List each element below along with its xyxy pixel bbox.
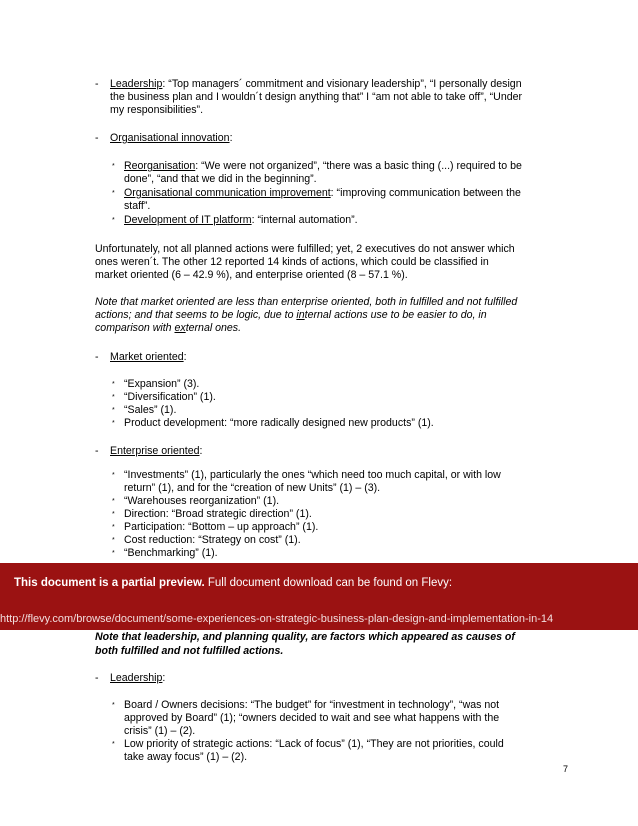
- star-bullet-icon: *: [112, 217, 115, 224]
- preview-banner: [0, 563, 638, 630]
- leadership-quote: : “Top managers´ commitment and visionary leadership”, “I personally design: [162, 78, 522, 90]
- leadership-heading: Leadership: [110, 78, 163, 90]
- note-line-2: [95, 309, 487, 322]
- dash-bullet: -: [95, 78, 99, 90]
- org-innovation-heading: [110, 132, 233, 145]
- enterprise-item-direction: Direction: “Broad strategic direction” (1).: [124, 508, 312, 520]
- market-item-sales: “Sales” (1).: [124, 404, 177, 416]
- preview-notice-text: Full document download can be found on Flevy:: [207, 577, 453, 589]
- note-text: ternal ones.: [185, 322, 242, 334]
- enterprise-item-participation: Participation: “Bottom – up approach” (1).: [124, 521, 319, 533]
- note-text: comparison with: [95, 322, 175, 334]
- star-bullet-icon: *: [112, 163, 115, 170]
- dash-bullet: -: [95, 672, 99, 684]
- enterprise-item-benchmarking: “Benchmarking” (1).: [124, 547, 218, 559]
- leadership-line-2: the business plan and I wouldn´t design anything that” I “am not able to take off”, “Under: [110, 91, 523, 103]
- paragraph-line-1: Unfortunately, not all planned actions were fulfilled; yet, 2 executives do not answer which: [95, 243, 515, 255]
- org-communication-label: Organisational communication improvement: [124, 187, 331, 199]
- star-bullet-icon: *: [112, 537, 115, 544]
- note-emphasis: ex: [174, 322, 186, 334]
- star-bullet-icon: *: [112, 394, 115, 401]
- star-bullet-icon: *: [112, 420, 115, 427]
- low-priority-line-2: take away focus” (1) – (2).: [124, 751, 248, 763]
- market-oriented-label: Market oriented: [110, 351, 184, 363]
- paragraph-line-3: market oriented (6 – 42.9 %), and enterprise oriented (8 – 57.1 %).: [95, 269, 408, 281]
- colon: :: [162, 672, 166, 684]
- enterprise-oriented-label: Enterprise oriented: [110, 445, 200, 457]
- bold-note-line-2: both fulfilled and not fulfilled actions.: [95, 645, 284, 657]
- preview-notice: [14, 577, 452, 589]
- enterprise-item-cost-reduction: Cost reduction: “Strategy on cost” (1).: [124, 534, 301, 546]
- star-bullet-icon: *: [112, 702, 115, 709]
- star-bullet-icon: *: [112, 550, 115, 557]
- colon: :: [199, 445, 203, 457]
- star-bullet-icon: *: [112, 741, 115, 748]
- org-communication-quote: : “improving communication between the: [330, 187, 521, 199]
- enterprise-item-investments: “Investments” (1), particularly the ones “which need too much capital, or with low: [124, 469, 501, 481]
- note-text: ternal actions use to be easier to do, in: [304, 309, 487, 321]
- colon: :: [183, 351, 187, 363]
- board-decisions-line-3: crisis” (1) – (2).: [124, 725, 196, 737]
- market-item-product-development: Product development: “more radically designed new products” (1).: [124, 417, 434, 429]
- org-communication-line-1: [124, 187, 521, 200]
- market-oriented-heading: [110, 351, 187, 364]
- org-communication-line-2: staff”.: [124, 200, 151, 212]
- star-bullet-icon: *: [112, 511, 115, 518]
- market-item-diversification: “Diversification” (1).: [124, 391, 216, 403]
- leadership-line-1: [110, 78, 522, 91]
- star-bullet-icon: *: [112, 190, 115, 197]
- market-item-expansion: “Expansion” (3).: [124, 378, 200, 390]
- board-decisions-line-1: Board / Owners decisions: “The budget” for “investment in technology”, “was not: [124, 699, 500, 711]
- it-platform-line: [124, 214, 358, 227]
- preview-notice-bold: This document is a partial preview.: [14, 577, 205, 589]
- leadership2-label: Leadership: [110, 672, 163, 684]
- note-line-3: [95, 322, 241, 335]
- colon: :: [229, 132, 233, 144]
- reorganisation-line-1: [124, 160, 522, 173]
- page-number: 7: [563, 764, 569, 774]
- enterprise-item-warehouses: “Warehouses reorganization” (1).: [124, 495, 280, 507]
- it-platform-quote: : “internal automation”.: [251, 214, 358, 226]
- enterprise-item-investments-cont: return” (1), and for the “creation of new Units” (1) – (3).: [124, 482, 381, 494]
- download-link[interactable]: http://flevy.com/browse/document/some-experiences-on-strategic-business-plan-design-and-implementation-in-14: [0, 613, 554, 625]
- paragraph-line-2: ones weren´t. The other 12 reported 14 kinds of actions, which could be classified in: [95, 256, 489, 268]
- org-innovation-label: Organisational innovation: [110, 132, 230, 144]
- star-bullet-icon: *: [112, 381, 115, 388]
- reorganisation-quote: : “We were not organized”, “there was a basic thing (...) required to be: [195, 160, 522, 172]
- note-emphasis: in: [296, 309, 305, 321]
- bold-note-line-1: Note that leadership, and planning quality, are factors which appeared as causes of: [95, 631, 515, 643]
- reorganisation-line-2: done”, “and that we did in the beginning”.: [124, 173, 317, 185]
- leadership-line-3: my responsibilities”.: [110, 104, 204, 116]
- star-bullet-icon: *: [112, 407, 115, 414]
- leadership2-heading: [110, 672, 165, 685]
- note-text: actions; and that seems to be logic, due to: [95, 309, 297, 321]
- note-line-1: Note that market oriented are less than enterprise oriented, both in fulfilled and not fulfilled: [95, 296, 518, 308]
- reorganisation-label: Reorganisation: [124, 160, 196, 172]
- star-bullet-icon: *: [112, 524, 115, 531]
- dash-bullet: -: [95, 132, 99, 144]
- enterprise-oriented-heading: [110, 445, 202, 458]
- board-decisions-line-2: approved by Board” (1); “owners decided to wait and see what happens with the: [124, 712, 500, 724]
- dash-bullet: -: [95, 445, 99, 457]
- star-bullet-icon: *: [112, 498, 115, 505]
- star-bullet-icon: *: [112, 472, 115, 479]
- dash-bullet: -: [95, 351, 99, 363]
- it-platform-label: Development of IT platform: [124, 214, 252, 226]
- low-priority-line-1: Low priority of strategic actions: “Lack of focus” (1), “They are not priorities, could: [124, 738, 504, 750]
